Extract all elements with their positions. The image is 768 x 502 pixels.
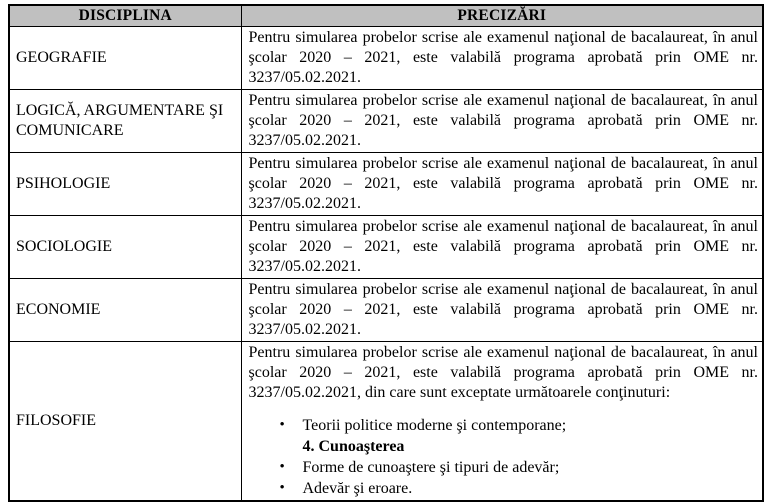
precizari-cell: [241, 90, 763, 153]
list-item: [280, 478, 759, 499]
precizari-cell: [241, 342, 763, 502]
list-item-text: Forme de cunoaştere şi tipuri de adevăr;: [302, 459, 560, 476]
precizari-text: Pentru simularea probelor scrise ale examenul naţional de bacalaureat, în anul şcolar 2020 – 2021, este valabilă programa aprobată prin OME nr. 3237/05.02.2021.: [248, 281, 758, 338]
precizari-text: Pentru simularea probelor scrise ale examenul naţional de bacalaureat, în anul şcolar 2020 – 2021, este valabilă programa aprobată prin OME nr. 3237/05.02.2021, din care sunt exceptate următoarele conţinuturi:: [248, 344, 758, 401]
disciplines-table: [8, 4, 764, 502]
precizari-cell: [241, 216, 763, 279]
precizari-text: Pentru simularea probelor scrise ale examenul naţional de bacalaureat, în anul şcolar 2020 – 2021, este valabilă programa aprobată prin OME nr. 3237/05.02.2021.: [248, 155, 758, 212]
table-row-geografie: [9, 27, 763, 90]
discipline-cell: SOCIOLOGIE: [9, 216, 241, 279]
bullet-icon: •: [279, 417, 285, 433]
precizari-cell: [241, 153, 763, 216]
list-item: [280, 415, 759, 457]
exceptions-list: [249, 415, 759, 499]
table-row-economie: [9, 279, 763, 342]
document-table-container: [8, 4, 762, 502]
column-header-disciplina: DISCIPLINA: [9, 5, 241, 27]
precizari-cell: [241, 27, 763, 90]
discipline-cell: ECONOMIE: [9, 279, 241, 342]
bullet-icon: •: [279, 480, 285, 496]
discipline-cell: PSIHOLOGIE: [9, 153, 241, 216]
table-row-filosofie: [9, 342, 763, 502]
table-row-psihologie: [9, 153, 763, 216]
table-row-logica: [9, 90, 763, 153]
table-header-row: [9, 5, 763, 27]
discipline-cell: FILOSOFIE: [9, 342, 241, 502]
column-header-precizari: PRECIZĂRI: [241, 5, 763, 27]
list-item-subheading: 4. Cunoaşterea: [302, 438, 405, 455]
precizari-text: Pentru simularea probelor scrise ale examenul naţional de bacalaureat, în anul şcolar 2020 – 2021, este valabilă programa aprobată prin OME nr. 3237/05.02.2021.: [248, 218, 758, 275]
table-row-sociologie: [9, 216, 763, 279]
bullet-icon: •: [279, 459, 285, 475]
list-item-text: Adevăr şi eroare.: [302, 480, 413, 497]
discipline-cell: GEOGRAFIE: [9, 27, 241, 90]
precizari-text: Pentru simularea probelor scrise ale examenul naţional de bacalaureat, în anul şcolar 2020 – 2021, este valabilă programa aprobată prin OME nr. 3237/05.02.2021.: [248, 29, 758, 86]
precizari-text: Pentru simularea probelor scrise ale examenul naţional de bacalaureat, în anul şcolar 2020 – 2021, este valabilă programa aprobată prin OME nr. 3237/05.02.2021.: [248, 92, 758, 149]
list-item-text: Teorii politice moderne şi contemporane;: [302, 417, 567, 434]
precizari-cell: [241, 279, 763, 342]
discipline-cell: LOGICĂ, ARGUMENTARE ŞI COMUNICARE: [9, 90, 241, 153]
list-item: [280, 457, 759, 478]
